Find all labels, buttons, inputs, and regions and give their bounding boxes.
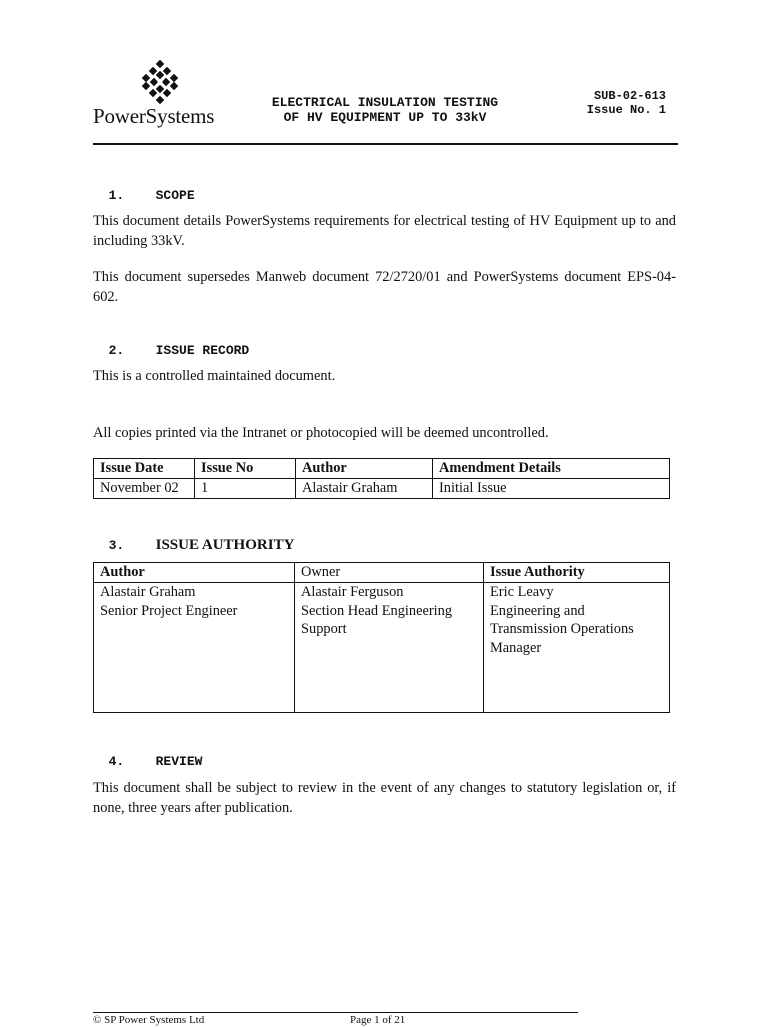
header-divider (93, 143, 678, 145)
author-cell: Alastair Graham (296, 479, 433, 499)
issue-record-table (93, 458, 670, 499)
document-title-line-1: ELECTRICAL INSULATION TESTING (271, 95, 499, 110)
section-heading-issue-record (93, 327, 249, 359)
section-title: ISSUE RECORD (155, 343, 250, 358)
column-header: Issue Authority (484, 563, 670, 583)
table-row (94, 479, 670, 499)
footer-divider (93, 1012, 578, 1013)
powersystems-logo-icon (138, 60, 182, 104)
issue-record-paragraph-1: This is a controlled maintained document. (93, 368, 336, 384)
column-header: Author (296, 459, 433, 479)
document-reference (570, 89, 666, 117)
scope-paragraph-1: This document details PowerSystems requirements for electrical testing of HV Equipment up to and including 33kV. (93, 213, 676, 249)
document-number: SUB-02-613 (593, 89, 666, 103)
section-title: ISSUE AUTHORITY (155, 537, 295, 553)
author-cell (94, 583, 295, 713)
document-title-line-2: OF HV EQUIPMENT UP TO 33kV (283, 110, 487, 125)
issue-date-cell: November 02 (94, 479, 195, 499)
owner-role-line-1: Section Head Engineering (301, 602, 453, 619)
issue-authority-table (93, 562, 670, 713)
table-row (94, 583, 670, 713)
issue-authority-cell (484, 583, 670, 713)
authority-role-line-1: Engineering and (490, 602, 585, 619)
footer-copyright: © SP Power Systems Ltd (93, 1014, 205, 1026)
owner-role-line-2: Support (301, 621, 347, 637)
issue-record-paragraph-2: All copies printed via the Intranet or photocopied will be deemed uncontrolled. (93, 425, 549, 441)
company-logo-text: PowerSystems (93, 104, 215, 128)
table-header-row (94, 459, 670, 479)
column-header: Issue No (195, 459, 296, 479)
author-role: Senior Project Engineer (100, 602, 238, 619)
issue-number: Issue No. 1 (586, 103, 666, 117)
authority-role-line-2: Transmission Operations (490, 621, 634, 637)
table-header-row (94, 563, 670, 583)
section-heading-review (93, 738, 202, 770)
document-title (240, 95, 530, 125)
section-title: REVIEW (155, 754, 203, 769)
footer-page-number: Page 1 of 21 (350, 1014, 406, 1026)
review-paragraph-1: This document shall be subject to review in the event of any changes to statutory legislation or, if none, three years after publication. (93, 780, 676, 816)
authority-role-line-3: Manager (490, 639, 542, 656)
section-number: 2. (108, 343, 125, 358)
section-heading-scope (93, 172, 195, 204)
section-number: 3. (108, 538, 125, 553)
section-heading-issue-authority (93, 521, 294, 554)
amendment-details-cell: Initial Issue (433, 479, 670, 499)
issue-no-cell: 1 (195, 479, 296, 499)
section-number: 1. (108, 188, 125, 203)
column-header: Owner (295, 563, 484, 583)
owner-name: Alastair Ferguson (301, 584, 404, 600)
scope-paragraph-2: This document supersedes Manweb document 72/2720/01 and PowerSystems document EPS-04-602. (93, 269, 676, 305)
authority-name: Eric Leavy (490, 584, 554, 600)
column-header: Issue Date (94, 459, 195, 479)
section-number: 4. (108, 754, 125, 769)
column-header: Amendment Details (433, 459, 670, 479)
author-name: Alastair Graham (100, 584, 196, 600)
column-header: Author (94, 563, 295, 583)
section-title: SCOPE (155, 188, 195, 203)
owner-cell (295, 583, 484, 713)
